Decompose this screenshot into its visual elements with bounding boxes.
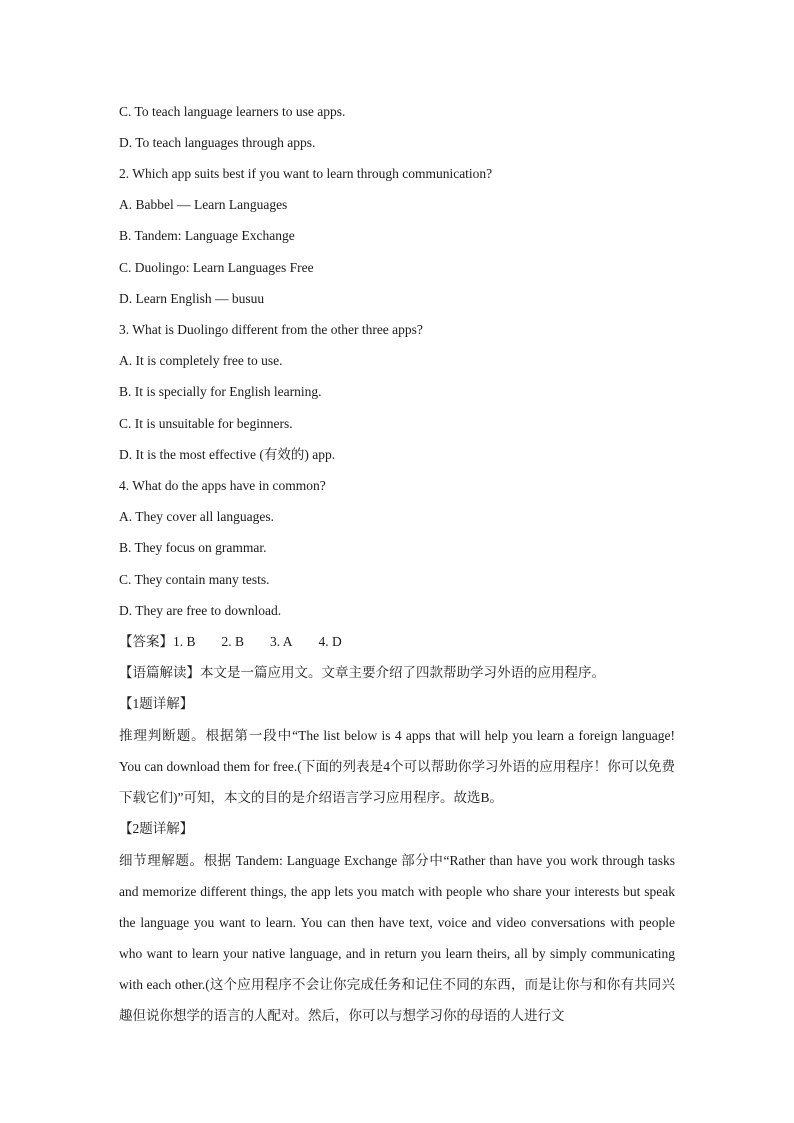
- option-q4-d: D. They are free to download.: [119, 603, 282, 618]
- answer-label: 【答案】: [119, 634, 173, 649]
- detail-2-heading: 【2题详解】: [119, 821, 194, 836]
- answer-2: 2. B: [221, 634, 245, 649]
- option-q4-a: A. They cover all languages.: [119, 509, 274, 524]
- option-q3-d: D. It is the most effective (有效的) app.: [119, 447, 336, 462]
- option-q4-b: B. They focus on grammar.: [119, 540, 267, 555]
- option-q1-d: D. To teach languages through apps.: [119, 135, 316, 150]
- detail-2-body: 细节理解题。根据 Tandem: Language Exchange 部分中“Rather than have you work through tasks and memorize different things, the app lets you match with people who share your interests but speak the language you want to learn. You can then have text, voice and video conversations with people who want to learn your native language, and in return you learn theirs, all by simply communicating with each other.(这个应用程序不会让你完成任务和记住不同的东西，而是让你与和你有共同兴趣但说你想学的语言的人配对。然后，你可以与想学习你的母语的人进行文: [119, 853, 675, 1023]
- answer-key: [119, 633, 342, 651]
- answer-3: 3. A: [270, 634, 293, 649]
- option-q2-d: D. Learn English — busuu: [119, 291, 265, 306]
- detail-1-body: 推理判断题。根据第一段中“The list below is 4 apps that will help you learn a foreign language! You can download them for free.(下面的列表是4个可以帮助你学习外语的应用程序！你可以免费下载它们)”可知，本文的目的是介绍语言学习应用程序。故选B。: [119, 728, 675, 805]
- question-4-stem: 4. What do the apps have in common?: [119, 478, 326, 493]
- detail-1-heading: 【1题详解】: [119, 696, 194, 711]
- passage-analysis: 【语篇解读】本文是一篇应用文。文章主要介绍了四款帮助学习外语的应用程序。: [119, 665, 605, 680]
- option-q4-c: C. They contain many tests.: [119, 572, 270, 587]
- option-q3-a: A. It is completely free to use.: [119, 353, 283, 368]
- question-2-stem: 2. Which app suits best if you want to learn through communication?: [119, 166, 493, 181]
- question-3-stem: 3. What is Duolingo different from the other three apps?: [119, 322, 423, 337]
- option-q2-a: A. Babbel — Learn Languages: [119, 197, 288, 212]
- option-q2-b: B. Tandem: Language Exchange: [119, 228, 295, 243]
- option-q1-c: C. To teach language learners to use apps.: [119, 104, 346, 119]
- option-q2-c: C. Duolingo: Learn Languages Free: [119, 260, 314, 275]
- option-q3-b: B. It is specially for English learning.: [119, 384, 322, 399]
- answer-1: 1. B: [173, 634, 196, 649]
- answer-4: 4. D: [318, 634, 342, 649]
- option-q3-c: C. It is unsuitable for beginners.: [119, 416, 293, 431]
